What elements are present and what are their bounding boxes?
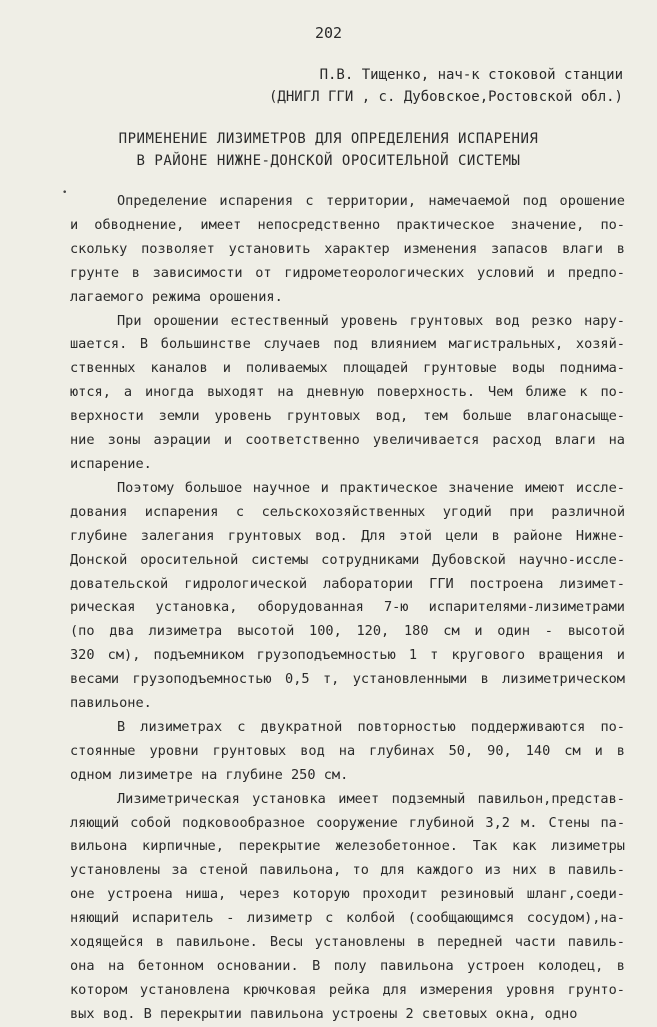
text-line: павильоне.	[70, 695, 152, 712]
text-line: В лизиметрах с двукратной повторностью поддерживаются по-	[117, 718, 625, 735]
paragraph	[70, 716, 625, 788]
text-line: скольку позволяет установить характер изменения запасов влаги в	[70, 240, 625, 257]
text-line: довательской гидрологической лаборатории ГГИ построена лизимет-	[70, 575, 625, 592]
author-name-line: П.В. Тищенко, нач-к стоковой станции	[319, 67, 623, 83]
text-line: ходящейся в павильоне. Весы установлены в передней части павиль-	[70, 934, 625, 951]
author-affiliation-line: (ДНИГЛ ГГИ , с. Дубовское,Ростовской обл.)	[268, 89, 623, 105]
text-line: котором установлена крючковая рейка для измерения уровня грунто-	[70, 981, 625, 998]
text-line: 320 см), подъемником грузоподъемностью 1 т кругового вращения и	[70, 647, 625, 664]
text-line: грунте в зависимости от гидрометеорологических условий и предпо-	[70, 264, 625, 281]
text-line: При орошении естественный уровень грунтовых вод резко нару-	[117, 312, 625, 329]
text-line: оне устроена ниша, через которую проходит резиновый шланг,соеди-	[70, 886, 625, 903]
text-line: вых вод. В перекрытии павильона устроены 2 световых окна, одно	[70, 1005, 578, 1022]
text-line: испарение.	[70, 455, 152, 472]
text-line: верхности земли уровень грунтовых вод, тем больше влагонасыще-	[70, 408, 625, 425]
text-line: (по два лизиметра высотой 100, 120, 180 см и один - высотой	[70, 623, 625, 640]
text-line: ние зоны аэрации и соответственно увеличивается расход влаги на	[70, 432, 625, 449]
text-line: Лизиметрическая установка имеет подземный павильон,представ-	[117, 790, 625, 807]
text-line: лагаемого режима орошения.	[70, 288, 283, 305]
text-line: установлены за стеной павильона, то для каждого из них в павиль-	[70, 862, 625, 879]
text-line: и обводнение, имеет непосредственно практическое значение, по-	[70, 216, 625, 233]
text-line: стоянные уровни грунтовых вод на глубинах 50, 90, 140 см и в	[70, 742, 625, 759]
title-line-1: ПРИМЕНЕНИЕ ЛИЗИМЕТРОВ ДЛЯ ОПРЕДЕЛЕНИЯ ИСПАРЕНИЯ	[118, 131, 539, 147]
text-line: весами грузоподъемностью 0,5 т, установленными в лизиметрическом	[70, 671, 625, 688]
article-title	[0, 128, 657, 172]
text-line: она на бетонном основании. В полу павильона устроен колодец, в	[70, 958, 625, 974]
paragraph	[70, 477, 625, 716]
text-line: глубине залегания грунтовых вод. Для этой цели в районе Нижне-	[70, 527, 625, 544]
text-line: ственных каналов и поливаемых площадей грунтовые воды поднима-	[70, 360, 625, 377]
text-line: вильона кирпичные, перекрытие железобетонное. Так как лизиметры	[70, 838, 625, 855]
text-line: ются, а иногда выходят на дневную поверхность. Чем ближе к по-	[70, 384, 625, 401]
text-line: Поэтому большое научное и практическое значение имеют иссле-	[117, 479, 625, 496]
text-line: няющий испаритель - лизиметр с колбой (сообщающимся сосудом),на-	[70, 910, 625, 927]
paragraph	[70, 190, 625, 310]
text-line: Донской оросительной системы сотрудниками Дубовской научно-иссле-	[70, 551, 625, 568]
text-line: рическая установка, оборудованная 7-ю испарителями-лизиметрами	[70, 599, 625, 616]
text-line: шается. В большинстве случаев под влиянием магистральных, хозяй-	[70, 336, 625, 353]
title-line-2: В РАЙОНЕ НИЖНЕ-ДОНСКОЙ ОРОСИТЕЛЬНОЙ СИСТЕМЫ	[136, 153, 521, 169]
paragraph	[70, 788, 625, 1027]
text-line: Определение испарения с территории, намечаемой под орошение	[117, 193, 625, 209]
paragraph	[70, 310, 625, 477]
article-body	[70, 190, 625, 1027]
margin-mark: •	[62, 188, 68, 198]
page-number: 202	[314, 24, 343, 42]
author-block	[243, 64, 623, 108]
text-line: одном лизиметре на глубине 250 см.	[70, 766, 349, 783]
text-line: ляющий собой подковообразное сооружение глубиной 3,2 м. Стены па-	[70, 814, 625, 831]
text-line: дования испарения с сельскохозяйственных угодий при различной	[70, 503, 625, 520]
